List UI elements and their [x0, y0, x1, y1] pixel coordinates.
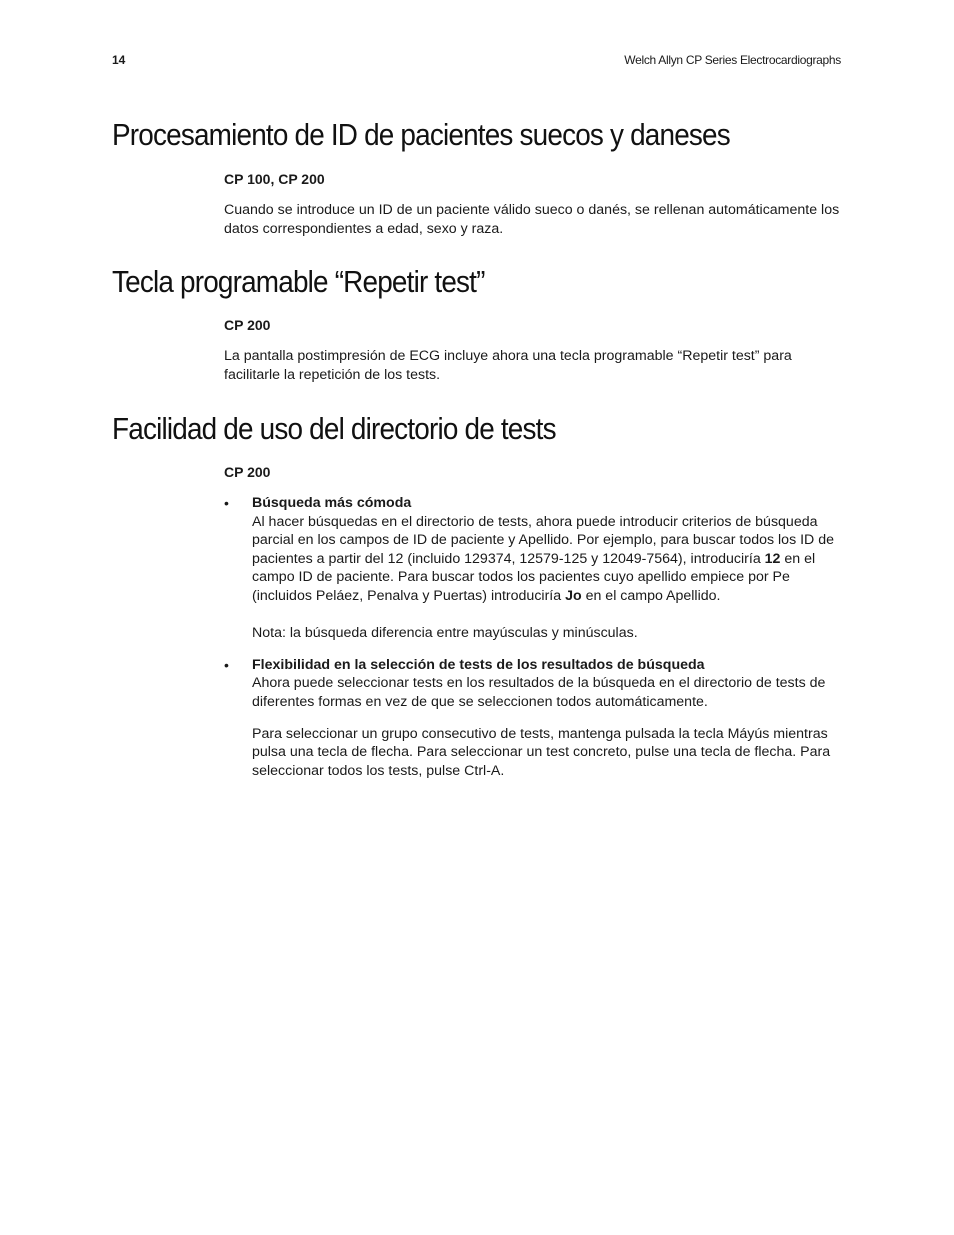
section-swedish-danish-id	[112, 117, 842, 238]
bullet-icon: •	[224, 495, 229, 511]
section-test-directory-usability	[112, 411, 842, 793]
feature-list	[224, 494, 842, 780]
section-body	[224, 463, 842, 780]
paragraph: Cuando se introduce un ID de un paciente válido sueco o danés, se rellenan automáticamente los datos correspondientes a edad, sexo y raza.	[224, 202, 840, 237]
bullet-heading: Búsqueda más cómoda	[252, 495, 412, 511]
bullet-text: Ahora puede seleccionar tests en los resultados de la búsqueda en el directorio de tests de diferentes formas en vez de que se seleccionen todos automáticamente.	[252, 675, 826, 710]
section-body	[224, 316, 842, 384]
list-item	[224, 494, 842, 643]
bullet-paragraph: Para seleccionar un grupo consecutivo de tests, mantenga pulsada la tecla Máyús mientras pulsa una tecla de flecha. Para seleccionar un test concreto, pulse una tecla de flecha. Para seleccionar todos los tests, pulse Ctrl-A.	[252, 725, 831, 779]
list-item	[224, 656, 842, 781]
bold-term: 12	[764, 550, 781, 567]
text-segment: Al hacer búsquedas en el directorio de tests, ahora puede introducir criterios de búsqueda parcial en los campos de ID de paciente y Apellido. Por ejemplo, para buscar todos los ID de pacientes a partir del 12 (incluido 129374, 12579-125 y 12049-7564), introduciría	[252, 513, 835, 567]
section-title: Facilidad de uso del directorio de tests	[112, 411, 556, 446]
bullet-text	[252, 513, 842, 606]
section-body	[224, 170, 842, 238]
model-label: CP 200	[224, 464, 271, 480]
text-segment: en el campo ID de paciente. Para buscar todos los pacientes cuyo apellido empiece por Pe (incluidos Peláez, Penalva y Puertas) introduciría	[252, 550, 816, 604]
running-header-title: Welch Allyn CP Series Electrocardiographs	[624, 53, 841, 67]
model-label: CP 100, CP 200	[224, 171, 325, 187]
bullet-icon: •	[224, 656, 229, 673]
section-title: Procesamiento de ID de pacientes suecos y daneses	[112, 117, 730, 152]
model-label: CP 200	[224, 317, 271, 333]
section-repeat-test-softkey	[112, 264, 842, 384]
bullet-heading: Flexibilidad en la selección de tests de los resultados de búsqueda	[252, 656, 705, 673]
page-number: 14	[112, 53, 126, 67]
paragraph: La pantalla postimpresión de ECG incluye ahora una tecla programable “Repetir test” para facilitarle la repetición de los tests.	[224, 348, 792, 383]
section-title: Tecla programable “Repetir test”	[112, 264, 485, 299]
text-segment: en el campo Apellido.	[581, 587, 721, 604]
note-text: Nota: la búsqueda diferencia entre mayúsculas y minúsculas.	[252, 625, 638, 642]
bold-term: Jo	[565, 587, 582, 604]
